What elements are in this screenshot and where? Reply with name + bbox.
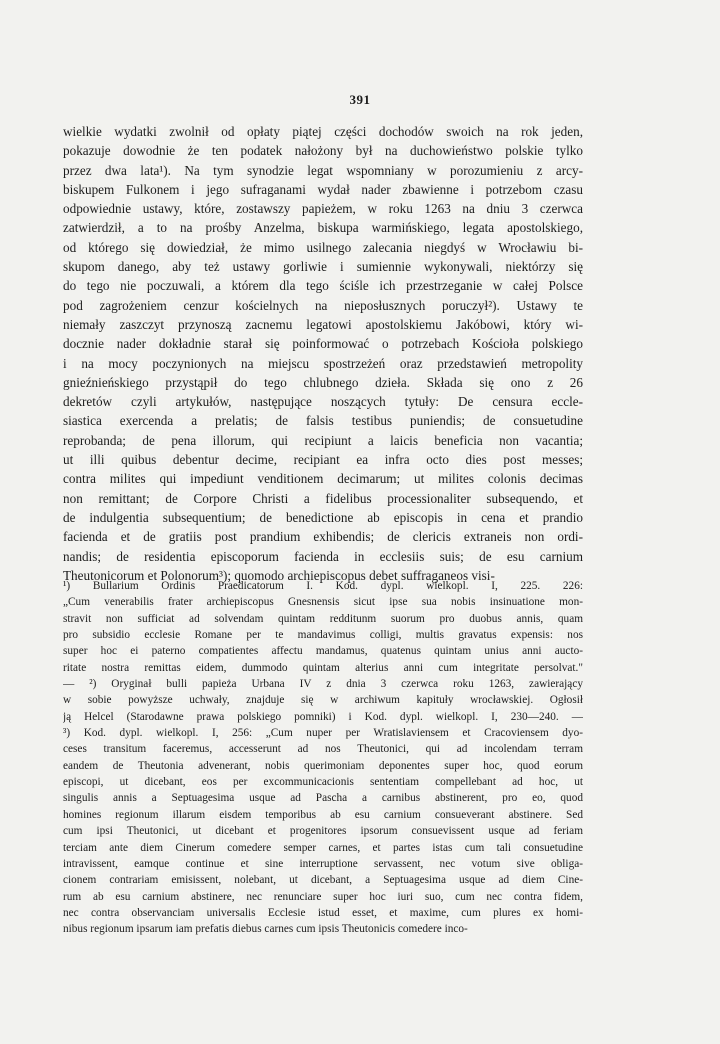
page-number: 391: [349, 92, 371, 107]
footnote-line: ritate nostra remittas eidem, dummodo quintam alterius anni cum integritate persolvat.": [63, 661, 583, 674]
footnotes: [63, 578, 583, 938]
text-line: contra milites qui impediunt venditionem decimarum; ut milites colonis decimas: [63, 471, 583, 487]
text-line: i na mocy poczynionych na miejscu spostrzeżeń oraz przedstawień metropolity: [63, 355, 583, 371]
text-line: ut illi quibus debentur decime, recipiant ea infra octo dies post messes;: [63, 452, 583, 468]
footnote-line: singulis annis a Septuagesima usque ad Pascha a carnibus abstinerent, pro eo, quod: [63, 792, 583, 805]
footnote-line: pro subsidio ecclesie Romane per te mandavimus colligi, multis gravatus expensis: nos: [63, 629, 583, 642]
footnote-line: ceses transitum faceremus, accesserunt ad nos Theutonici, qui ad incolendam terram: [63, 743, 583, 756]
footnote-line: — ²) Oryginał bulli papieża Urbana IV z dnia 3 czerwca roku 1263, zawierający: [63, 678, 583, 691]
footnote-line: nibus regionum ipsarum iam prefatis diebus carnes cum ipsis Theutonicis comedere inco-: [63, 923, 468, 936]
text-line: przez dwa lata¹). Na tym synodzie legat wspomniany w porozumieniu z arcy-: [63, 162, 583, 178]
text-line: wielkie wydatki zwolnił od opłaty piątej części dochodów swoich na rok jeden,: [63, 124, 583, 139]
footnote-line: ³) Kod. dypl. wielkopl. I, 256: „Cum nuper per Wratislaviensem et Cracoviensem dyo-: [63, 727, 583, 740]
text-line: skupom danego, aby też ustawy gorliwie i sumiennie wykonywali, niektórzy się: [63, 259, 583, 275]
text-line: pod zagrożeniem cenzur kościelnych na nieposłusznych poruczył²). Ustawy te: [63, 297, 583, 313]
text-line: docznie nader dokładnie starał się poinformować o potrzebach Kościoła polskiego: [63, 336, 583, 352]
text-line: od którego się dowiedział, że mimo usilnego zalecania niegdyś w Wrocławiu bi-: [63, 239, 583, 255]
footnote-line: ją Helcel (Starodawne prawa polskiego pomniki) i Kod. dypl. wielkopl. I, 230—240. —: [63, 710, 583, 723]
footnote-line: terciam ante diem Cinerum comedere semper carnes, et partes istas cum tali consuetudine: [63, 841, 583, 854]
text-line: odpowiednie ustawy, które, zostawszy papieżem, w roku 1263 na dniu 3 czerwca: [63, 201, 583, 217]
text-line: dekretów czyli artykułów, następujące noszących tytuły: De censura eccle-: [63, 394, 583, 410]
footnote-line: episcopi, ut dicebant, eos per excommunicacionis sententiam compellebant ad hoc, ut: [63, 776, 583, 789]
text-line: nandis; de residentia episcoporum facienda in ecclesiis suis; de esu carnium: [63, 548, 583, 564]
footnote-line: cum ipsi Theutonici, ut dicebant et progenitores ipsorum consuevissent usque ad feriam: [63, 825, 583, 838]
text-line: non remittant; de Corpore Christi a fidelibus processionaliter subsequendo, et: [63, 490, 583, 506]
text-line: reprobanda; de pena illorum, qui recipiunt a laicis beneficia non vacantia;: [63, 432, 583, 448]
text-line: biskupem Fulkonem i jego sufraganami wydał nader zbawienne i potrzebom czasu: [63, 181, 583, 197]
footnote-line: rum ab esu carnium abstinere, nec renunciare super hoc iuri suo, cum nec contra fidem,: [63, 890, 583, 903]
text-line: gnieźnieńskiego przystąpił do tego chlubnego dzieła. Składa się ono z 26: [63, 374, 583, 390]
text-line: niemały zaszczyt przynoszą zacnemu legatowi apostolskiemu Jakóbowi, który wi-: [63, 316, 583, 332]
footnote-line: „Cum venerabilis frater archiepiscopus Gnesnensis sicut ipse sua nobis insinuatione mon-: [63, 596, 583, 609]
text-line: siastica exercenda a prelatis; de falsis testibus puniendis; de consuetudine: [63, 413, 583, 429]
footnote-line: eandem de Theutonia advenerant, nobis querimoniam deponentes super hoc, quod eorum: [63, 759, 583, 772]
footnote-line: stravit non sufficiat ad solvendam quintam redditunm suorum pro duobus annis, quam: [63, 612, 583, 625]
text-line: facienda et de gratiis post prandium exhibendis; de clericis extraneis non ordi-: [63, 529, 583, 545]
footnote-line: w sobie powyższe uchwały, znajduje się w archiwum kapituły wrocławskiej. Ogłosił: [63, 694, 583, 707]
footnote-line: cionem contrariam emisissent, nolebant, ut dicebant, a Septuagesima usque ad diem Cine-: [63, 874, 583, 887]
text-line: de indulgentia subsequentium; de benedictione ab episcopis in cena et prandio: [63, 509, 583, 525]
footnote-line: ¹) Bullarium Ordinis Praedicatorum I. Kod. dypl. wielkopl. I, 225. 226:: [63, 580, 583, 592]
footnote-line: intravissent, eamque continue et sine interruptione servassent, nec votum sive obliga-: [63, 857, 583, 870]
text-line: zatwierdził, a to na prośby Anzelma, biskupa warmińskiego, legata apostolskiego,: [63, 220, 583, 236]
footnote-line: nec contra observanciam universalis Ecclesie istud esset, et maxime, cum plures ex homi-: [63, 906, 583, 919]
main-text: [63, 122, 583, 585]
text-line: pokazuje dowodnie że ten podatek nałożony był na duchowieństwo polskie tylko: [63, 143, 583, 159]
text-line: do tego nie poczuwali, a którem dla tego ściśle ich przestrzeganie w całej Polsce: [63, 278, 583, 294]
footnote-line: super hoc ei paterno compatientes affectu mandamus, quatenus quintam unius anni aucto-: [63, 645, 583, 658]
footnote-line: homines regionum illarum eisdem temporibus ab esu carnium consueverant abstinere. Sed: [63, 808, 583, 821]
text-line: Theutonicorum et Polonorum³); quomodo archiepiscopus debet suffraganeos visi-: [63, 567, 495, 583]
